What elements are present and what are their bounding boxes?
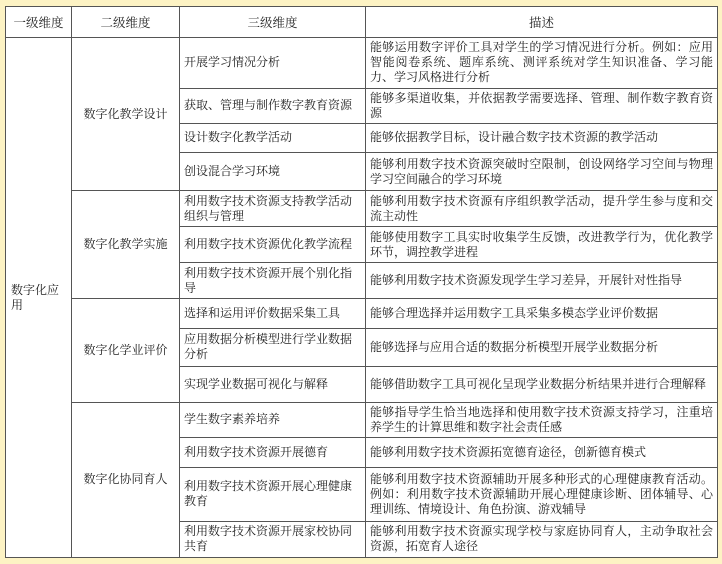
description-cell: 能够合理选择并运用数字工具采集多模态学业评价数据: [366, 298, 718, 328]
description-cell: 能够利用数字技术资源实现学校与家庭协同育人，主动争取社会资源，拓宽育人途径: [366, 521, 718, 557]
level3-cell: 选择和运用评价数据采集工具: [180, 298, 366, 328]
level3-cell: 利用数字技术资源开展个别化指导: [180, 263, 366, 299]
description-cell: 能够运用数字评价工具对学生的学习情况进行分析。例如：应用智能阅卷系统、题库系统、测评系统对学生知识准备、学习能力、学习风格进行分析: [366, 38, 718, 89]
description-cell: 能够利用数字技术资源有序组织教学活动，提升学生参与度和交流主动性: [366, 191, 718, 227]
description-cell: 能够利用数字技术资源拓宽德育途径，创新德育模式: [366, 438, 718, 468]
level3-cell: 学生数字素养培养: [180, 402, 366, 438]
table-row: [6, 298, 718, 328]
competency-table-frame: [5, 6, 717, 558]
level3-cell: 利用数字技术资源支持教学活动组织与管理: [180, 191, 366, 227]
level3-cell: 实现学业数据可视化与解释: [180, 366, 366, 402]
description-cell: 能够选择与应用合适的数据分析模型开展学业数据分析: [366, 328, 718, 366]
competency-table: [5, 6, 718, 558]
header-level3: 三级维度: [180, 7, 366, 38]
level1-cell: 数字化应用: [6, 38, 72, 558]
level3-cell: 获取、管理与制作数字教育资源: [180, 88, 366, 123]
header-row: [6, 7, 718, 38]
level3-cell: 设计数字化教学活动: [180, 123, 366, 153]
header-level1: 一级维度: [6, 7, 72, 38]
description-cell: 能够使用数字工具实时收集学生反馈，改进教学行为，优化教学环节，调控教学进程: [366, 227, 718, 263]
level3-cell: 应用数据分析模型进行学业数据分析: [180, 328, 366, 366]
level3-cell: 利用数字技术资源开展心理健康教育: [180, 468, 366, 522]
level3-cell: 创设混合学习环境: [180, 153, 366, 191]
level2-cell: 数字化教学设计: [72, 38, 180, 191]
description-cell: 能够利用数字技术资源突破时空限制，创设网络学习空间与物理学习空间融合的学习环境: [366, 153, 718, 191]
level2-cell: 数字化学业评价: [72, 298, 180, 402]
description-cell: 能够利用数字技术资源发现学生学习差异，开展针对性指导: [366, 263, 718, 299]
level3-cell: 利用数字技术资源开展家校协同共育: [180, 521, 366, 557]
description-cell: 能够多渠道收集，并依据教学需要选择、管理、制作数字教育资源: [366, 88, 718, 123]
level3-cell: 开展学习情况分析: [180, 38, 366, 89]
description-cell: 能够利用数字技术资源辅助开展多种形式的心理健康教育活动。例如：利用数字技术资源辅助开展心理健康诊断、团体辅导、心理训练、情境设计、角色扮演、游戏辅导: [366, 468, 718, 522]
description-cell: 能够指导学生恰当地选择和使用数字技术资源支持学习，注重培养学生的计算思维和数字社会责任感: [366, 402, 718, 438]
level3-cell: 利用数字技术资源开展德育: [180, 438, 366, 468]
table-row: [6, 38, 718, 89]
description-cell: 能够依据教学目标，设计融合数字技术资源的教学活动: [366, 123, 718, 153]
header-level2: 二级维度: [72, 7, 180, 38]
description-cell: 能够借助数字工具可视化呈现学业数据分析结果并进行合理解释: [366, 366, 718, 402]
table-row: [6, 402, 718, 438]
header-description: 描述: [366, 7, 718, 38]
table-row: [6, 191, 718, 227]
level2-cell: 数字化教学实施: [72, 191, 180, 299]
level2-cell: 数字化协同育人: [72, 402, 180, 557]
level3-cell: 利用数字技术资源优化教学流程: [180, 227, 366, 263]
